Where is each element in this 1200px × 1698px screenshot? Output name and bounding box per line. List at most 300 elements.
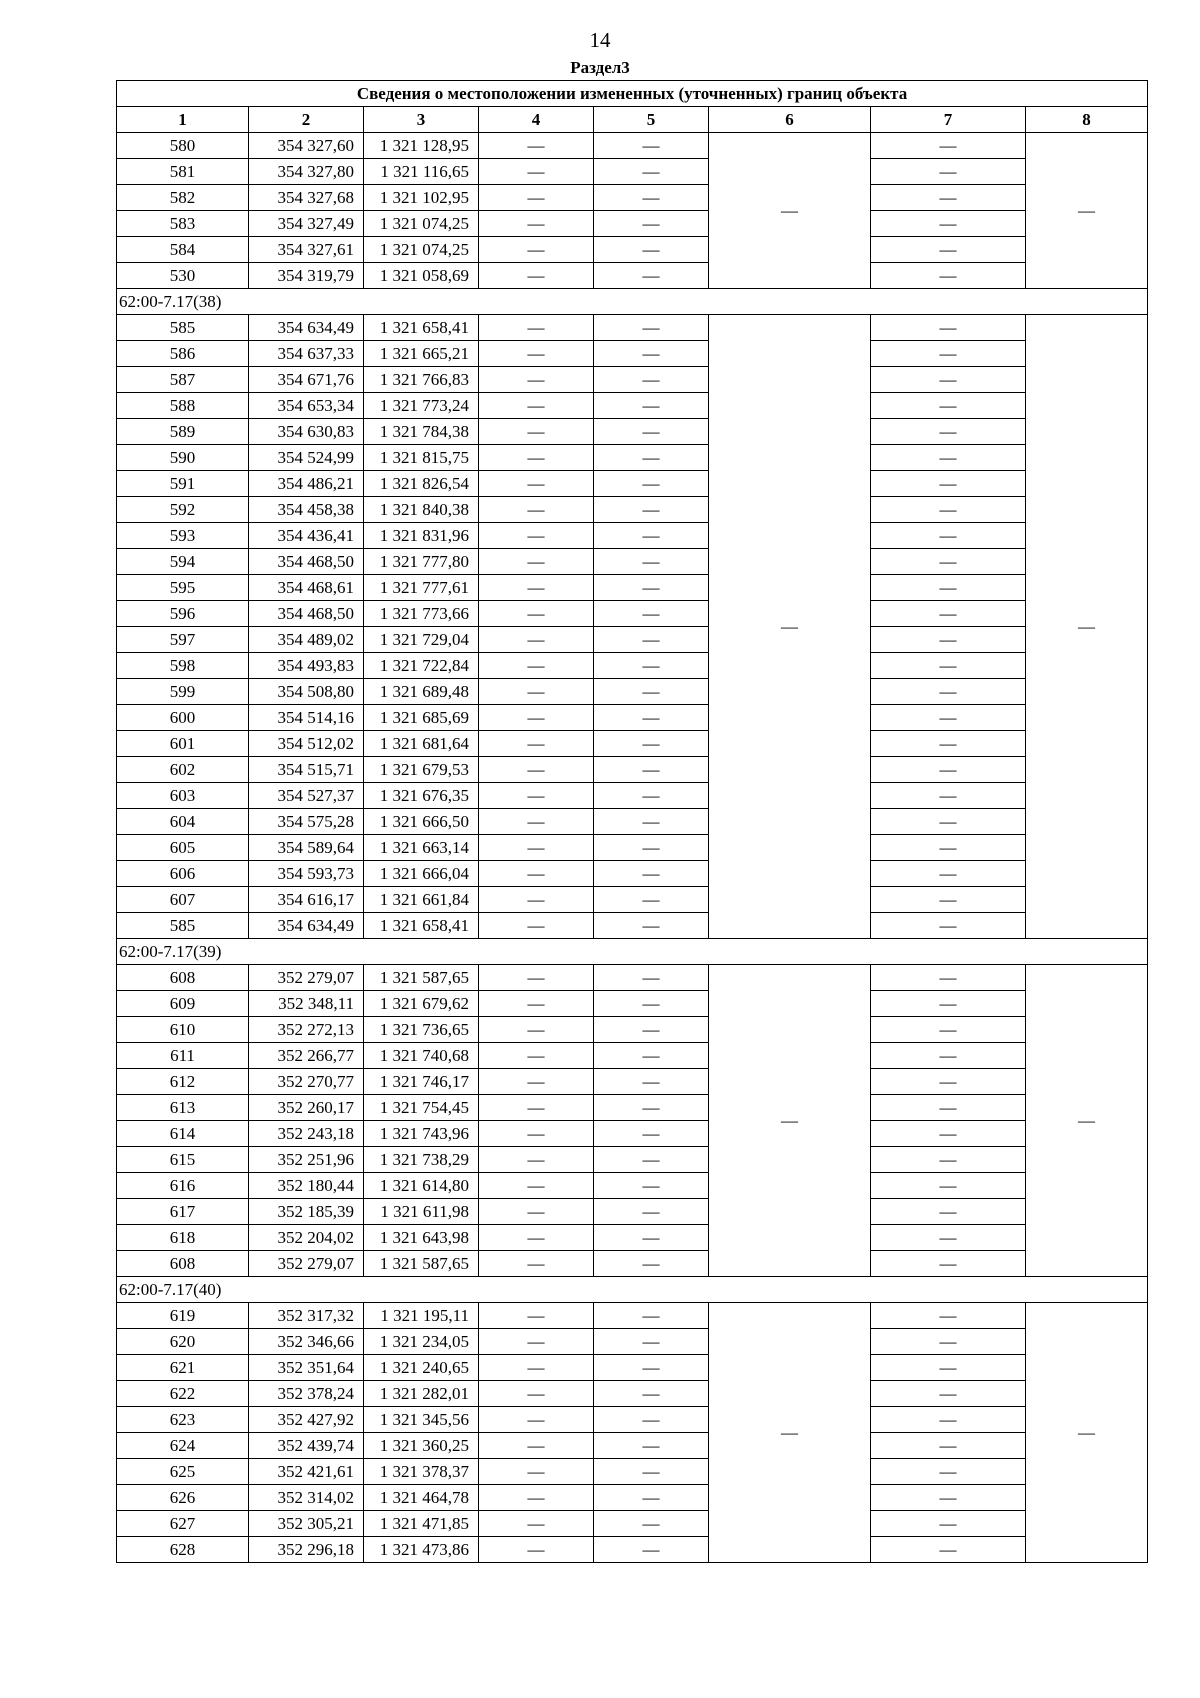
column-4-cell: — <box>479 1537 594 1563</box>
table-row <box>117 1303 1148 1329</box>
column-8-merged-cell: — <box>1026 133 1148 289</box>
column-4-cell: — <box>479 419 594 445</box>
x-coordinate-cell: 352 317,32 <box>249 1303 364 1329</box>
column-7-cell: — <box>871 133 1026 159</box>
x-coordinate-cell: 354 468,50 <box>249 601 364 627</box>
x-coordinate-cell: 354 524,99 <box>249 445 364 471</box>
x-coordinate-cell: 352 266,77 <box>249 1043 364 1069</box>
y-coordinate-cell: 1 321 689,48 <box>364 679 479 705</box>
point-number-cell: 627 <box>117 1511 249 1537</box>
column-4-cell: — <box>479 523 594 549</box>
column-5-cell: — <box>594 393 709 419</box>
table-row <box>117 159 1148 185</box>
point-number-cell: 613 <box>117 1095 249 1121</box>
section-title: Раздел3 <box>570 58 630 77</box>
table-row <box>117 341 1148 367</box>
column-5-cell: — <box>594 627 709 653</box>
column-7-cell: — <box>871 523 1026 549</box>
y-coordinate-cell: 1 321 777,61 <box>364 575 479 601</box>
column-7-cell: — <box>871 1329 1026 1355</box>
table-row <box>117 367 1148 393</box>
column-header: 6 <box>709 107 871 133</box>
point-number-cell: 599 <box>117 679 249 705</box>
y-coordinate-cell: 1 321 195,11 <box>364 1303 479 1329</box>
y-coordinate-cell: 1 321 663,14 <box>364 835 479 861</box>
column-5-cell: — <box>594 835 709 861</box>
x-coordinate-cell: 354 593,73 <box>249 861 364 887</box>
point-number-cell: 582 <box>117 185 249 211</box>
column-7-cell: — <box>871 445 1026 471</box>
y-coordinate-cell: 1 321 754,45 <box>364 1095 479 1121</box>
x-coordinate-cell: 354 468,50 <box>249 549 364 575</box>
y-coordinate-cell: 1 321 587,65 <box>364 965 479 991</box>
column-6-merged-cell: — <box>709 1303 871 1563</box>
x-coordinate-cell: 354 468,61 <box>249 575 364 601</box>
y-coordinate-cell: 1 321 766,83 <box>364 367 479 393</box>
column-4-cell: — <box>479 445 594 471</box>
point-number-cell: 623 <box>117 1407 249 1433</box>
point-number-cell: 607 <box>117 887 249 913</box>
column-4-cell: — <box>479 1511 594 1537</box>
column-7-cell: — <box>871 757 1026 783</box>
y-coordinate-cell: 1 321 282,01 <box>364 1381 479 1407</box>
column-7-cell: — <box>871 1433 1026 1459</box>
column-5-cell: — <box>594 497 709 523</box>
x-coordinate-cell: 354 327,61 <box>249 237 364 263</box>
point-number-cell: 625 <box>117 1459 249 1485</box>
point-number-cell: 586 <box>117 341 249 367</box>
y-coordinate-cell: 1 321 676,35 <box>364 783 479 809</box>
point-number-cell: 589 <box>117 419 249 445</box>
column-5-cell: — <box>594 1485 709 1511</box>
point-number-cell: 615 <box>117 1147 249 1173</box>
column-5-cell: — <box>594 263 709 289</box>
column-7-cell: — <box>871 497 1026 523</box>
column-4-cell: — <box>479 367 594 393</box>
y-coordinate-cell: 1 321 128,95 <box>364 133 479 159</box>
group-label-row <box>117 1277 1148 1303</box>
table-row <box>117 1329 1148 1355</box>
point-number-cell: 584 <box>117 237 249 263</box>
x-coordinate-cell: 352 204,02 <box>249 1225 364 1251</box>
point-number-cell: 616 <box>117 1173 249 1199</box>
column-8-merged-cell: — <box>1026 965 1148 1277</box>
point-number-cell: 608 <box>117 965 249 991</box>
column-5-cell: — <box>594 419 709 445</box>
column-4-cell: — <box>479 185 594 211</box>
x-coordinate-cell: 354 493,83 <box>249 653 364 679</box>
table-row <box>117 1199 1148 1225</box>
point-number-cell: 610 <box>117 1017 249 1043</box>
column-7-cell: — <box>871 601 1026 627</box>
y-coordinate-cell: 1 321 784,38 <box>364 419 479 445</box>
point-number-cell: 593 <box>117 523 249 549</box>
column-4-cell: — <box>479 887 594 913</box>
y-coordinate-cell: 1 321 722,84 <box>364 653 479 679</box>
table-caption-row <box>117 81 1148 107</box>
column-7-cell: — <box>871 1147 1026 1173</box>
y-coordinate-cell: 1 321 681,64 <box>364 731 479 757</box>
column-5-cell: — <box>594 1199 709 1225</box>
x-coordinate-cell: 354 327,60 <box>249 133 364 159</box>
point-number-cell: 609 <box>117 991 249 1017</box>
column-7-cell: — <box>871 419 1026 445</box>
column-4-cell: — <box>479 653 594 679</box>
point-number-cell: 621 <box>117 1355 249 1381</box>
column-5-cell: — <box>594 887 709 913</box>
point-number-cell: 592 <box>117 497 249 523</box>
column-4-cell: — <box>479 757 594 783</box>
table-row <box>117 1485 1148 1511</box>
column-4-cell: — <box>479 991 594 1017</box>
table-row <box>117 783 1148 809</box>
x-coordinate-cell: 352 378,24 <box>249 1381 364 1407</box>
column-5-cell: — <box>594 1095 709 1121</box>
x-coordinate-cell: 352 180,44 <box>249 1173 364 1199</box>
column-7-cell: — <box>871 653 1026 679</box>
table-row <box>117 1017 1148 1043</box>
x-coordinate-cell: 352 279,07 <box>249 965 364 991</box>
column-5-cell: — <box>594 731 709 757</box>
column-7-cell: — <box>871 575 1026 601</box>
column-4-cell: — <box>479 705 594 731</box>
x-coordinate-cell: 354 634,49 <box>249 913 364 939</box>
table-row <box>117 1147 1148 1173</box>
x-coordinate-cell: 354 327,68 <box>249 185 364 211</box>
column-7-cell: — <box>871 367 1026 393</box>
column-header: 3 <box>364 107 479 133</box>
column-5-cell: — <box>594 237 709 263</box>
point-number-cell: 585 <box>117 315 249 341</box>
y-coordinate-cell: 1 321 464,78 <box>364 1485 479 1511</box>
point-number-cell: 601 <box>117 731 249 757</box>
column-5-cell: — <box>594 1459 709 1485</box>
x-coordinate-cell: 352 270,77 <box>249 1069 364 1095</box>
column-7-cell: — <box>871 341 1026 367</box>
table-row <box>117 497 1148 523</box>
y-coordinate-cell: 1 321 685,69 <box>364 705 479 731</box>
column-6-merged-cell: — <box>709 133 871 289</box>
y-coordinate-cell: 1 321 679,62 <box>364 991 479 1017</box>
column-7-cell: — <box>871 731 1026 757</box>
column-7-cell: — <box>871 1043 1026 1069</box>
column-8-merged-cell: — <box>1026 1303 1148 1563</box>
point-number-cell: 608 <box>117 1251 249 1277</box>
x-coordinate-cell: 354 514,16 <box>249 705 364 731</box>
column-5-cell: — <box>594 783 709 809</box>
column-7-cell: — <box>871 1511 1026 1537</box>
point-number-cell: 595 <box>117 575 249 601</box>
column-4-cell: — <box>479 1199 594 1225</box>
point-number-cell: 596 <box>117 601 249 627</box>
x-coordinate-cell: 352 243,18 <box>249 1121 364 1147</box>
column-5-cell: — <box>594 601 709 627</box>
point-number-cell: 530 <box>117 263 249 289</box>
column-4-cell: — <box>479 1381 594 1407</box>
table-row <box>117 991 1148 1017</box>
column-5-cell: — <box>594 913 709 939</box>
point-number-cell: 588 <box>117 393 249 419</box>
column-5-cell: — <box>594 1511 709 1537</box>
column-5-cell: — <box>594 991 709 1017</box>
x-coordinate-cell: 354 527,37 <box>249 783 364 809</box>
y-coordinate-cell: 1 321 587,65 <box>364 1251 479 1277</box>
y-coordinate-cell: 1 321 666,50 <box>364 809 479 835</box>
table-row <box>117 913 1148 939</box>
column-4-cell: — <box>479 1355 594 1381</box>
column-4-cell: — <box>479 1303 594 1329</box>
column-5-cell: — <box>594 315 709 341</box>
column-header: 2 <box>249 107 364 133</box>
column-7-cell: — <box>871 1381 1026 1407</box>
column-4-cell: — <box>479 575 594 601</box>
column-4-cell: — <box>479 211 594 237</box>
y-coordinate-cell: 1 321 234,05 <box>364 1329 479 1355</box>
y-coordinate-cell: 1 321 378,37 <box>364 1459 479 1485</box>
column-4-cell: — <box>479 1147 594 1173</box>
x-coordinate-cell: 352 185,39 <box>249 1199 364 1225</box>
table-row <box>117 1225 1148 1251</box>
point-number-cell: 604 <box>117 809 249 835</box>
column-7-cell: — <box>871 861 1026 887</box>
column-4-cell: — <box>479 861 594 887</box>
column-5-cell: — <box>594 575 709 601</box>
point-number-cell: 598 <box>117 653 249 679</box>
group-label: 62:00-7.17(39) <box>117 939 1148 965</box>
group-label: 62:00-7.17(38) <box>117 289 1148 315</box>
table-row <box>117 211 1148 237</box>
column-4-cell: — <box>479 471 594 497</box>
y-coordinate-cell: 1 321 614,80 <box>364 1173 479 1199</box>
x-coordinate-cell: 352 351,64 <box>249 1355 364 1381</box>
y-coordinate-cell: 1 321 831,96 <box>364 523 479 549</box>
column-4-cell: — <box>479 1329 594 1355</box>
column-4-cell: — <box>479 549 594 575</box>
y-coordinate-cell: 1 321 666,04 <box>364 861 479 887</box>
table-row <box>117 1433 1148 1459</box>
column-7-cell: — <box>871 887 1026 913</box>
y-coordinate-cell: 1 321 058,69 <box>364 263 479 289</box>
column-7-cell: — <box>871 471 1026 497</box>
column-7-cell: — <box>871 315 1026 341</box>
x-coordinate-cell: 354 327,80 <box>249 159 364 185</box>
column-4-cell: — <box>479 1017 594 1043</box>
column-7-cell: — <box>871 991 1026 1017</box>
point-number-cell: 605 <box>117 835 249 861</box>
table-row <box>117 1459 1148 1485</box>
y-coordinate-cell: 1 321 074,25 <box>364 211 479 237</box>
column-5-cell: — <box>594 861 709 887</box>
y-coordinate-cell: 1 321 658,41 <box>364 913 479 939</box>
point-number-cell: 626 <box>117 1485 249 1511</box>
column-7-cell: — <box>871 913 1026 939</box>
column-7-cell: — <box>871 237 1026 263</box>
column-5-cell: — <box>594 1173 709 1199</box>
table-row <box>117 887 1148 913</box>
point-number-cell: 580 <box>117 133 249 159</box>
column-7-cell: — <box>871 705 1026 731</box>
column-7-cell: — <box>871 1095 1026 1121</box>
column-4-cell: — <box>479 913 594 939</box>
column-7-cell: — <box>871 211 1026 237</box>
column-7-cell: — <box>871 1459 1026 1485</box>
point-number-cell: 585 <box>117 913 249 939</box>
column-5-cell: — <box>594 1147 709 1173</box>
group-label: 62:00-7.17(40) <box>117 1277 1148 1303</box>
column-5-cell: — <box>594 1225 709 1251</box>
x-coordinate-cell: 352 296,18 <box>249 1537 364 1563</box>
column-4-cell: — <box>479 1043 594 1069</box>
column-4-cell: — <box>479 237 594 263</box>
column-4-cell: — <box>479 1121 594 1147</box>
y-coordinate-cell: 1 321 665,21 <box>364 341 479 367</box>
y-coordinate-cell: 1 321 773,24 <box>364 393 479 419</box>
column-7-cell: — <box>871 393 1026 419</box>
table-row <box>117 471 1148 497</box>
column-4-cell: — <box>479 1069 594 1095</box>
column-5-cell: — <box>594 133 709 159</box>
x-coordinate-cell: 352 421,61 <box>249 1459 364 1485</box>
table-row <box>117 1511 1148 1537</box>
y-coordinate-cell: 1 321 661,84 <box>364 887 479 913</box>
point-number-cell: 590 <box>117 445 249 471</box>
y-coordinate-cell: 1 321 736,65 <box>364 1017 479 1043</box>
column-7-cell: — <box>871 1537 1026 1563</box>
table-row <box>117 835 1148 861</box>
point-number-cell: 583 <box>117 211 249 237</box>
column-4-cell: — <box>479 263 594 289</box>
x-coordinate-cell: 354 616,17 <box>249 887 364 913</box>
table-row <box>117 549 1148 575</box>
x-coordinate-cell: 354 327,49 <box>249 211 364 237</box>
group-label-row <box>117 939 1148 965</box>
column-5-cell: — <box>594 653 709 679</box>
table-row <box>117 1069 1148 1095</box>
y-coordinate-cell: 1 321 826,54 <box>364 471 479 497</box>
y-coordinate-cell: 1 321 743,96 <box>364 1121 479 1147</box>
y-coordinate-cell: 1 321 777,80 <box>364 549 479 575</box>
column-7-cell: — <box>871 627 1026 653</box>
column-5-cell: — <box>594 1017 709 1043</box>
point-number-cell: 620 <box>117 1329 249 1355</box>
point-number-cell: 619 <box>117 1303 249 1329</box>
x-coordinate-cell: 354 458,38 <box>249 497 364 523</box>
point-number-cell: 611 <box>117 1043 249 1069</box>
y-coordinate-cell: 1 321 746,17 <box>364 1069 479 1095</box>
column-7-cell: — <box>871 835 1026 861</box>
column-5-cell: — <box>594 341 709 367</box>
column-4-cell: — <box>479 1433 594 1459</box>
column-4-cell: — <box>479 1095 594 1121</box>
column-7-cell: — <box>871 1407 1026 1433</box>
column-header: 5 <box>594 107 709 133</box>
group-label-row <box>117 289 1148 315</box>
x-coordinate-cell: 352 346,66 <box>249 1329 364 1355</box>
table-row <box>117 419 1148 445</box>
y-coordinate-cell: 1 321 471,85 <box>364 1511 479 1537</box>
x-coordinate-cell: 354 637,33 <box>249 341 364 367</box>
x-coordinate-cell: 354 489,02 <box>249 627 364 653</box>
column-5-cell: — <box>594 549 709 575</box>
y-coordinate-cell: 1 321 679,53 <box>364 757 479 783</box>
point-number-cell: 612 <box>117 1069 249 1095</box>
column-5-cell: — <box>594 1381 709 1407</box>
point-number-cell: 597 <box>117 627 249 653</box>
x-coordinate-cell: 354 653,34 <box>249 393 364 419</box>
table-row <box>117 653 1148 679</box>
table-row <box>117 1355 1148 1381</box>
column-7-cell: — <box>871 185 1026 211</box>
table-row <box>117 1173 1148 1199</box>
column-5-cell: — <box>594 1355 709 1381</box>
column-4-cell: — <box>479 601 594 627</box>
x-coordinate-cell: 354 319,79 <box>249 263 364 289</box>
table-row <box>117 1095 1148 1121</box>
column-4-cell: — <box>479 627 594 653</box>
table-row <box>117 601 1148 627</box>
column-number-row <box>117 107 1148 133</box>
column-7-cell: — <box>871 1303 1026 1329</box>
table-row <box>117 731 1148 757</box>
y-coordinate-cell: 1 321 360,25 <box>364 1433 479 1459</box>
column-header: 1 <box>117 107 249 133</box>
page-number: 14 <box>589 28 611 52</box>
column-7-cell: — <box>871 549 1026 575</box>
column-5-cell: — <box>594 1537 709 1563</box>
column-5-cell: — <box>594 367 709 393</box>
x-coordinate-cell: 352 439,74 <box>249 1433 364 1459</box>
column-5-cell: — <box>594 211 709 237</box>
column-4-cell: — <box>479 393 594 419</box>
y-coordinate-cell: 1 321 773,66 <box>364 601 479 627</box>
table-row <box>117 523 1148 549</box>
boundary-coordinates-table <box>116 80 1148 1563</box>
table-row <box>117 965 1148 991</box>
column-4-cell: — <box>479 1407 594 1433</box>
column-5-cell: — <box>594 1121 709 1147</box>
y-coordinate-cell: 1 321 729,04 <box>364 627 479 653</box>
x-coordinate-cell: 352 272,13 <box>249 1017 364 1043</box>
column-7-cell: — <box>871 679 1026 705</box>
column-4-cell: — <box>479 809 594 835</box>
x-coordinate-cell: 352 251,96 <box>249 1147 364 1173</box>
table-row <box>117 757 1148 783</box>
column-7-cell: — <box>871 1355 1026 1381</box>
table-row <box>117 1381 1148 1407</box>
column-7-cell: — <box>871 1225 1026 1251</box>
column-4-cell: — <box>479 1173 594 1199</box>
column-7-cell: — <box>871 1173 1026 1199</box>
table-row <box>117 445 1148 471</box>
table-row <box>117 185 1148 211</box>
column-7-cell: — <box>871 1121 1026 1147</box>
column-4-cell: — <box>479 341 594 367</box>
x-coordinate-cell: 354 515,71 <box>249 757 364 783</box>
column-5-cell: — <box>594 1043 709 1069</box>
column-4-cell: — <box>479 1225 594 1251</box>
column-5-cell: — <box>594 705 709 731</box>
point-number-cell: 614 <box>117 1121 249 1147</box>
column-7-cell: — <box>871 1017 1026 1043</box>
column-header: 7 <box>871 107 1026 133</box>
table-body <box>117 133 1148 1563</box>
x-coordinate-cell: 354 634,49 <box>249 315 364 341</box>
column-5-cell: — <box>594 1069 709 1095</box>
x-coordinate-cell: 354 436,41 <box>249 523 364 549</box>
table-row <box>117 1121 1148 1147</box>
column-7-cell: — <box>871 1251 1026 1277</box>
column-5-cell: — <box>594 757 709 783</box>
